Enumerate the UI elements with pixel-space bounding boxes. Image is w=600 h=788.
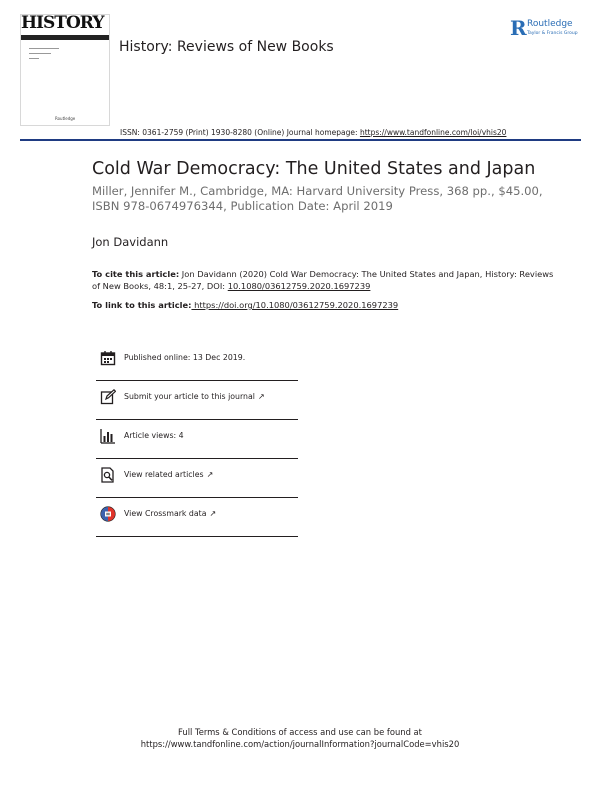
published-date: Published online: 13 Dec 2019.: [124, 353, 246, 362]
calendar-icon: [100, 350, 116, 366]
action-crossmark[interactable]: [96, 498, 298, 537]
related-articles-text: View related articles: [124, 470, 204, 479]
cite-text: Jon Davidann (2020) Cold War Democracy: The United States and Japan, History: Reviews of New Books, 48:1, 25-27, DOI:: [92, 269, 554, 291]
article-link-row: [92, 300, 398, 310]
footer-terms: Full Terms & Conditions of access and use can be found at: [178, 727, 422, 737]
article-views: Article views: 4: [124, 431, 184, 440]
action-related-articles[interactable]: [96, 459, 298, 498]
article-title: Cold War Democracy: The United States and Japan: [92, 159, 536, 179]
header-rule: [20, 139, 581, 141]
publisher-logo: [510, 17, 592, 41]
cover-logo-text: HISTORY: [21, 13, 104, 33]
external-link-icon: ↗: [257, 392, 265, 401]
cite-label: To cite this article:: [92, 269, 180, 279]
journal-title: History: Reviews of New Books: [119, 39, 334, 55]
crossmark-label: [124, 509, 216, 518]
doi-link[interactable]: 10.1080/03612759.2020.1697239: [227, 281, 371, 291]
action-published: [96, 342, 298, 381]
article-author: Jon Davidann: [92, 235, 169, 249]
cover-publisher-mark: Routledge: [55, 116, 76, 121]
issn-text: ISSN: 0361-2759 (Print) 1930-8280 (Online) Journal homepage:: [120, 128, 360, 137]
journal-cover: [20, 14, 110, 126]
article-actions: [96, 342, 298, 537]
cover-line: [29, 53, 51, 54]
submit-article-text: Submit your article to this journal: [124, 392, 255, 401]
submit-article-label: [124, 392, 265, 401]
cover-line: [29, 48, 59, 49]
article-doi-url[interactable]: https://doi.org/10.1080/03612759.2020.1697239: [191, 300, 399, 310]
publisher-name: Routledge: [527, 19, 573, 29]
publisher-tagline: Taylor & Francis Group: [527, 31, 578, 36]
bar-chart-icon: [100, 428, 116, 444]
crossmark-icon: [100, 506, 116, 522]
cover-band: [21, 35, 109, 40]
search-doc-icon: [100, 467, 116, 483]
action-article-views: [96, 420, 298, 459]
crossmark-text: View Crossmark data: [124, 509, 207, 518]
related-articles-label: [124, 470, 213, 479]
footer-terms-link[interactable]: https://www.tandfonline.com/action/journalInformation?journalCode=vhis20: [140, 739, 460, 749]
article-subtitle: Miller, Jennifer M., Cambridge, MA: Harvard University Press, 368 pp., $45.00, ISBN 978-0674976344, Publication Date: April 2019: [92, 184, 543, 213]
citation: [92, 268, 562, 292]
issn-line: [120, 128, 506, 137]
link-label: To link to this article:: [92, 300, 192, 310]
cover-line: [29, 58, 39, 59]
journal-homepage-link[interactable]: https://www.tandfonline.com/loi/vhis20: [359, 128, 507, 137]
external-link-icon: ↗: [209, 509, 217, 518]
edit-icon: [100, 389, 116, 405]
action-submit-article[interactable]: [96, 381, 298, 420]
routledge-r-icon: R: [510, 16, 527, 40]
external-link-icon: ↗: [206, 470, 214, 479]
